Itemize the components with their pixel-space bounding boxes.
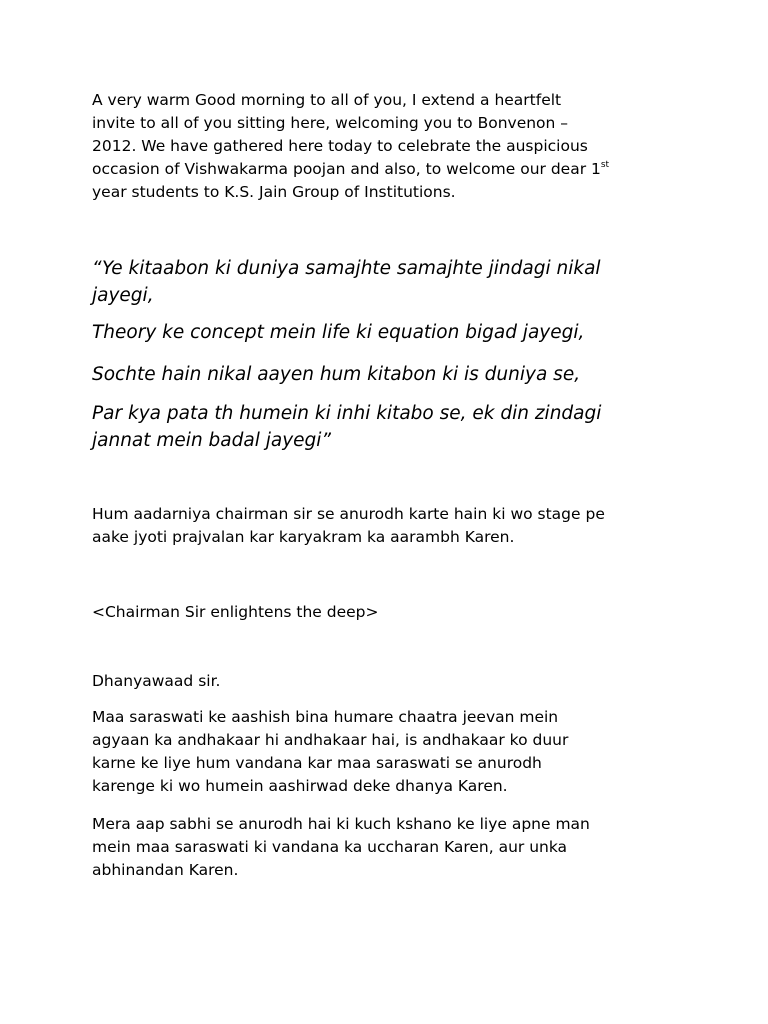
poem-verse-3 — [92, 361, 692, 388]
intro-line-3: 2012. We have gathered here today to celebrate the auspicious — [92, 137, 588, 155]
saraswati-line-1: Maa saraswati ke aashish bina humare chaatra jeevan mein — [92, 708, 559, 726]
poem-verse-4 — [92, 400, 692, 454]
closing-line-3: abhinandan Karen. — [92, 861, 239, 879]
poem-verse-1 — [92, 255, 692, 309]
intro-line-4-text: occasion of Vishwakarma poojan and also, to welcome our dear 1 — [92, 160, 601, 178]
request-line-2: aake jyoti prajvalan kar karyakram ka aarambh Karen. — [92, 528, 515, 546]
closing-paragraph — [92, 813, 692, 882]
thanks-line: Dhanyawaad sir. — [92, 672, 221, 690]
intro-line-1: A very warm Good morning to all of you, I extend a heartfelt — [92, 91, 562, 109]
poem-verse-1-line-2: jayegi, — [92, 285, 154, 306]
saraswati-line-4: karenge ki wo humein aashirwad deke dhanya Karen. — [92, 777, 508, 795]
poem-verse-2 — [92, 319, 692, 346]
intro-line-4 — [92, 158, 692, 181]
request-line-1: Hum aadarniya chairman sir se anurodh karte hain ki wo stage pe — [92, 505, 605, 523]
closing-line-2: mein maa saraswati ki vandana ka uccharan Karen, aur unka — [92, 838, 568, 856]
intro-line-2: invite to all of you sitting here, welcoming you to Bonvenon – — [92, 114, 569, 132]
request-paragraph — [92, 503, 692, 549]
intro-paragraph — [92, 89, 692, 204]
poem-verse-4-line-2: jannat mein badal jayegi” — [92, 430, 332, 451]
poem-verse-1-line-1: “Ye kitaabon ki duniya samajhte samajhte jindagi nikal — [92, 258, 601, 279]
stage-direction — [92, 601, 692, 624]
intro-line-5: year students to K.S. Jain Group of Institutions. — [92, 183, 456, 201]
ordinal-superscript: st — [600, 160, 610, 170]
thanks-paragraph — [92, 670, 692, 693]
saraswati-line-2: agyaan ka andhakaar hi andhakaar hai, is andhakaar ko duur — [92, 731, 569, 749]
poem-verse-2-line: Theory ke concept mein life ki equation bigad jayegi, — [92, 322, 585, 343]
saraswati-line-3: karne ke liye hum vandana kar maa saraswati se anurodh — [92, 754, 542, 772]
poem-verse-3-line: Sochte hain nikal aayen hum kitabon ki is duniya se, — [92, 364, 581, 385]
saraswati-paragraph — [92, 706, 692, 798]
stage-direction-line: <Chairman Sir enlightens the deep> — [92, 603, 379, 621]
closing-line-1: Mera aap sabhi se anurodh hai ki kuch kshano ke liye apne man — [92, 815, 590, 833]
poem-verse-4-line-1: Par kya pata th humein ki inhi kitabo se, ek din zindagi — [92, 403, 602, 424]
